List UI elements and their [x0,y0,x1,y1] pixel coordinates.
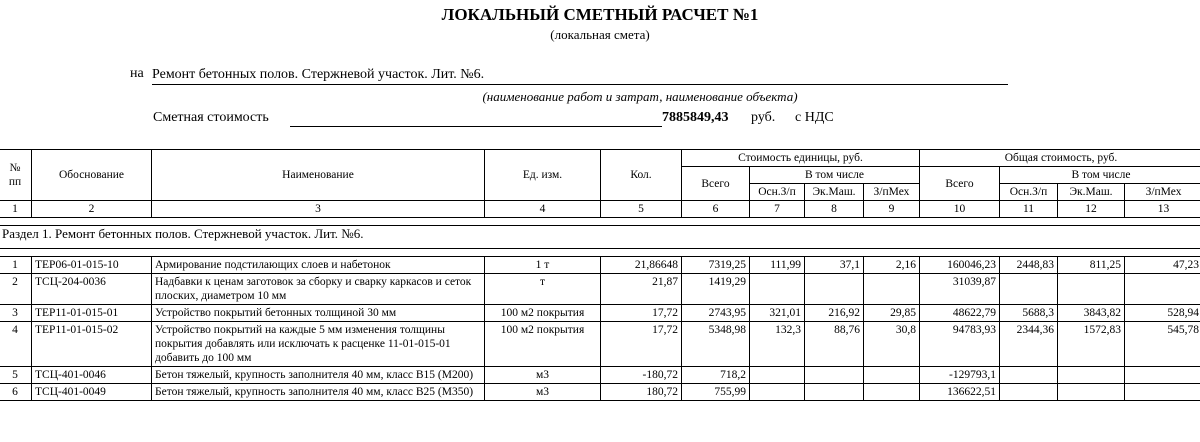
row-total-zp [1000,367,1058,384]
object-hint: (наименование работ и затрат, наименование объекта) [482,89,798,104]
row-unit: м3 [485,384,601,401]
row-name: Устройство покрытий бетонных толщиной 30 мм [152,305,485,322]
row-total-mex: 545,78 [1125,322,1200,367]
row-code: ТЕР06-01-015-10 [32,257,152,274]
table-row [0,384,1200,401]
row-name: Устройство покрытий на каждые 5 мм изменения толщины покрытия добавлять или исключать к расценке 11-01-015-01 добавить до 100 мм [152,322,485,367]
row-unit-total: 7319,25 [682,257,750,274]
row-total-mash: 811,25 [1058,257,1125,274]
row-unit-mex [864,274,920,305]
row-unit-zp [750,384,805,401]
row-qty: 17,72 [601,305,682,322]
header-total-zp: Осн.З/п [1000,184,1058,201]
row-total-mex: 528,94 [1125,305,1200,322]
header-num: № пп [0,150,32,201]
header-basis: Обоснование [32,150,152,201]
column-number: 2 [32,201,152,218]
column-number-row [0,201,1200,218]
row-total-mex: 47,23 [1125,257,1200,274]
column-number: 10 [920,201,1000,218]
row-total-total: -129793,1 [920,367,1000,384]
row-unit-zp [750,367,805,384]
row-number: 4 [0,322,32,367]
row-number: 1 [0,257,32,274]
header-unit-total: Всего [682,167,750,201]
column-number: 11 [1000,201,1058,218]
object-name: Ремонт бетонных полов. Стержневой участок. Лит. №6. [152,66,1008,85]
row-total-zp: 2448,83 [1000,257,1058,274]
document-subtitle: (локальная смета) [550,27,650,42]
table-row [0,274,1200,305]
object-prefix: на [130,66,144,81]
header-total-cost-group: Общая стоимость, руб. [920,150,1200,167]
row-unit: м3 [485,367,601,384]
row-unit-mex: 2,16 [864,257,920,274]
row-unit: 100 м2 покрытия [485,322,601,367]
row-total-total: 48622,79 [920,305,1000,322]
row-code: ТЕР11-01-015-02 [32,322,152,367]
header-total-total: Всего [920,167,1000,201]
row-unit-total: 755,99 [682,384,750,401]
row-total-zp: 5688,3 [1000,305,1058,322]
column-number: 4 [485,201,601,218]
header-name: Наименование [152,150,485,201]
row-unit-zp: 132,3 [750,322,805,367]
row-qty: 180,72 [601,384,682,401]
header-unit-zp: Осн.З/п [750,184,805,201]
section-title: Раздел 1. Ремонт бетонных полов. Стержневой участок. Лит. №6. [0,226,1200,249]
row-unit-zp [750,274,805,305]
row-total-mash [1058,274,1125,305]
row-unit-zp: 321,01 [750,305,805,322]
header-unit: Ед. изм. [485,150,601,201]
row-total-total: 136622,51 [920,384,1000,401]
row-total-mash [1058,367,1125,384]
column-number: 12 [1058,201,1125,218]
section-gap [0,249,1200,257]
row-unit-zp: 111,99 [750,257,805,274]
cost-value: 7885849,43 [662,110,729,125]
row-total-total: 160046,23 [920,257,1000,274]
row-number: 5 [0,367,32,384]
row-total-mex [1125,274,1200,305]
document-title: ЛОКАЛЬНЫЙ СМЕТНЫЙ РАСЧЕТ №1 [441,5,759,24]
column-number: 5 [601,201,682,218]
column-number: 8 [805,201,864,218]
estimate-table [0,149,1200,401]
row-qty: 21,87 [601,274,682,305]
header-qty: Кол. [601,150,682,201]
table-row [0,257,1200,274]
header-unit-cost-group: Стоимость единицы, руб. [682,150,920,167]
row-unit-mash: 216,92 [805,305,864,322]
row-total-zp [1000,384,1058,401]
row-total-mash [1058,384,1125,401]
row-name: Надбавки к ценам заготовок за сборку и сварку каркасов и сеток плоских, диаметром 10 мм [152,274,485,305]
column-number: 9 [864,201,920,218]
row-unit-total: 718,2 [682,367,750,384]
row-total-zp: 2344,36 [1000,322,1058,367]
header-total-mex: З/пМех [1125,184,1200,201]
column-number: 1 [0,201,32,218]
column-number: 3 [152,201,485,218]
row-unit-total: 2743,95 [682,305,750,322]
row-unit: 100 м2 покрытия [485,305,601,322]
row-qty: 21,86648 [601,257,682,274]
column-number: 6 [682,201,750,218]
table-row [0,305,1200,322]
section-gap [0,218,1200,226]
column-number: 13 [1125,201,1200,218]
header-unit-mex: З/пМех [864,184,920,201]
row-unit-mex: 29,85 [864,305,920,322]
row-unit-mex [864,384,920,401]
row-unit-mash: 88,76 [805,322,864,367]
row-unit-total: 5348,98 [682,322,750,367]
header-total-incl: В том числе [1000,167,1200,184]
row-total-total: 31039,87 [920,274,1000,305]
row-qty: 17,72 [601,322,682,367]
row-unit-total: 1419,29 [682,274,750,305]
row-total-zp [1000,274,1058,305]
row-number: 6 [0,384,32,401]
row-unit: т [485,274,601,305]
row-unit-mex [864,367,920,384]
header-total-mash: Эк.Маш. [1058,184,1125,201]
row-total-mash: 1572,83 [1058,322,1125,367]
row-total-mash: 3843,82 [1058,305,1125,322]
row-number: 2 [0,274,32,305]
cost-vat: с НДС [795,110,834,125]
row-total-mex [1125,384,1200,401]
row-unit-mash [805,384,864,401]
section-row [0,226,1200,249]
row-unit-mash: 37,1 [805,257,864,274]
row-unit-mash [805,274,864,305]
cost-unit: руб. [751,110,776,125]
header-unit-incl: В том числе [750,167,920,184]
row-code: ТСЦ-204-0036 [32,274,152,305]
row-code: ТСЦ-401-0046 [32,367,152,384]
table-row [0,367,1200,384]
row-total-mex [1125,367,1200,384]
row-unit-mash [805,367,864,384]
cost-label: Сметная стоимость [153,110,269,125]
table-row [0,322,1200,367]
row-name: Армирование подстилающих слоев и набетонок [152,257,485,274]
row-unit-mex: 30,8 [864,322,920,367]
row-number: 3 [0,305,32,322]
row-name: Бетон тяжелый, крупность заполнителя 40 мм, класс В25 (М350) [152,384,485,401]
cost-underline [290,126,662,127]
row-name: Бетон тяжелый, крупность заполнителя 40 мм, класс В15 (М200) [152,367,485,384]
row-code: ТЕР11-01-015-01 [32,305,152,322]
row-code: ТСЦ-401-0049 [32,384,152,401]
row-total-total: 94783,93 [920,322,1000,367]
column-number: 7 [750,201,805,218]
header-unit-mash: Эк.Маш. [805,184,864,201]
row-unit: 1 т [485,257,601,274]
row-qty: -180,72 [601,367,682,384]
